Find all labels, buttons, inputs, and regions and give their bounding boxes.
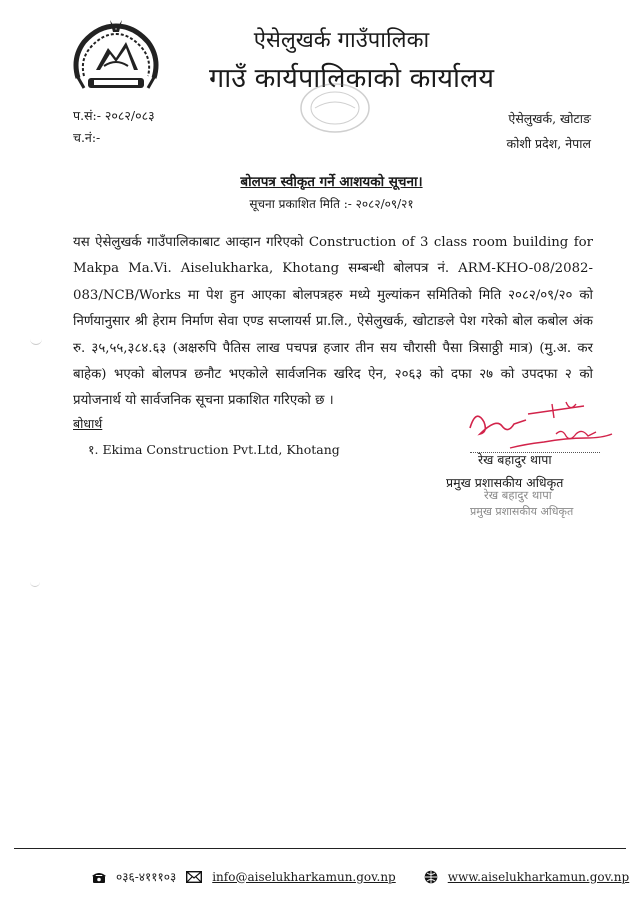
patra-sankhya: प.सं:- २०८२/०८३	[73, 108, 155, 123]
punch-mark	[30, 336, 42, 345]
footer-divider	[14, 848, 626, 849]
notice-title: बोलपत्र स्वीकृत गर्ने आशयको सूचना।	[240, 174, 423, 190]
phone-number: ०३६-४१११०३	[116, 870, 177, 884]
office-title: गाउँ कार्यपालिकाको कार्यालय	[209, 63, 494, 94]
notice-published-date: सूचना प्रकाशित मिति :- २०८२/०९/२१	[249, 197, 414, 211]
chalani-number: च.नं:-	[73, 130, 101, 145]
bodhartha-item: १. Ekima Construction Pvt.Ltd, Khotang	[88, 442, 340, 457]
stamp-name: रेख बहादुर थापा	[484, 488, 552, 502]
bodhartha-label: बोधार्थ	[73, 416, 103, 431]
stamp-title: प्रमुख प्रशासकीय अधिकृत	[470, 505, 574, 518]
address-line-2: कोशी प्रदेश, नेपाल	[506, 136, 591, 151]
globe-icon	[424, 870, 438, 884]
phone-icon	[92, 871, 106, 883]
notice-body: यस ऐसेलुखर्क गाउँपालिकाबाट आव्हान गरिएको Construction of 3 class room building for Makpa Ma.Vi. Aiselukharka, Khotang सम्बन्धी बोलपत्र नं. ARM-KHO-08/2082-083/NCB/Works मा पेश हुन आएका बोलपत्रहरु मध्ये मुल्यांकन समितिको मिति २०८२/०९/२० को निर्णयानुसार श्री हेराम निर्माण सेवा एण्ड सप्लायर्स प्रा.लि., ऐसेलुखर्क, खोटाङले पेश गरेको बोल कबोल अंक रु. ३५,५५,३८४.६३ (अक्षरुपि पैतिस लाख पचपन्न हजार तीन सय चौरासी पैसा त्रिसाठ्ठी मात्र) (मु.अ. कर बाहेक) भएको बोलपत्र छनौट भएकोले सार्वजनिक खरिद ऐन, २०६३ को दफा २७ को उपदफा २ को प्रयोजनार्थ यो सार्वजनिक सूचना प्रकाशित गरिएको छ ।	[73, 235, 593, 409]
signer-name: रेख बहादुर थापा	[478, 452, 552, 467]
signer-title: प्रमुख प्रशासकीय अधिकृत	[446, 475, 564, 490]
municipality-title: ऐसेलुखर्क गाउँपालिका	[253, 28, 430, 53]
email-icon	[186, 871, 202, 883]
email-link[interactable]: info@aiselukharkamun.gov.np	[212, 869, 396, 884]
footer-contact	[92, 868, 629, 885]
address-line-1: ऐसेलुखर्क, खोटाङ	[508, 111, 591, 126]
website-link[interactable]: www.aiselukharkamun.gov.np	[447, 869, 630, 884]
office-seal-stamp	[295, 78, 375, 138]
punch-mark	[30, 578, 40, 587]
